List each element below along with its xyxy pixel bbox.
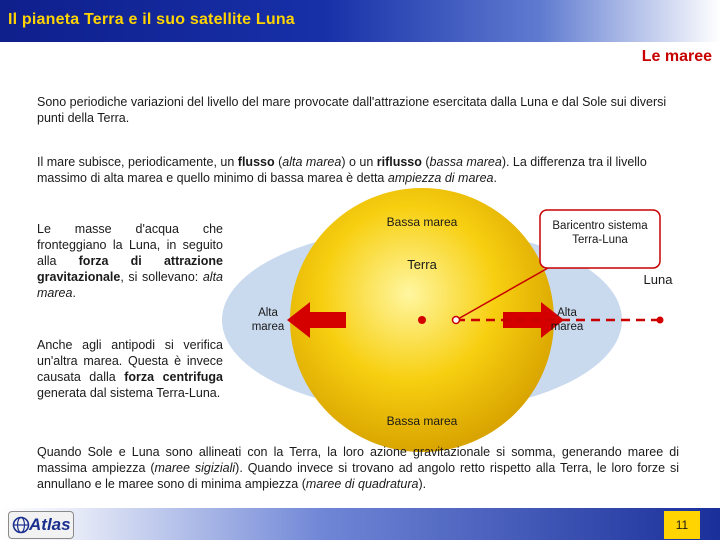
page-title: Il pianeta Terra e il suo satellite Luna xyxy=(8,11,295,28)
label-luna: Luna xyxy=(643,272,673,287)
label-baricentro-1: Baricentro sistema xyxy=(552,220,648,232)
label-alta-right-2: marea xyxy=(550,321,584,333)
intro-paragraph-1: Sono periodiche variazioni del livello del mare provocate dall'attrazione esercitata dalla Luna e dal Sole sui diversi punti della Terra. xyxy=(37,95,667,125)
explanation-centrifugal: Anche agli antipodi si verifica un'altra marea. Questa è invece causata dalla forza centrifuga generata dal sistema Terra-Luna. xyxy=(37,338,223,400)
term-ampiezza: ampiezza di marea xyxy=(387,171,494,185)
label-terra: Terra xyxy=(407,257,437,272)
label-alta-right-1: Alta xyxy=(557,307,577,319)
page-number: 11 xyxy=(664,511,700,539)
barycenter-dot xyxy=(453,317,460,324)
label-bassa-marea-bottom: Bassa marea xyxy=(386,414,458,428)
earth-center-dot xyxy=(418,316,426,324)
term-alta-marea: alta marea xyxy=(282,155,342,169)
term-bassa-marea: bassa marea xyxy=(429,155,502,169)
conclusion-paragraph: Quando Sole e Luna sono allineati con la Terra, la loro azione gravitazionale si somma, generando maree di massima ampiezza (maree sigiziali). Quando invece si trovano ad angolo retto rispetto alla Terra, le loro forze si annullano e le maree sono di minima ampiezza (maree di quadratura). xyxy=(37,445,679,491)
footer-bar xyxy=(0,508,720,540)
label-alta-left-2: marea xyxy=(251,321,285,333)
term-maree-sigiziali: maree sigiziali xyxy=(154,461,236,475)
section-title: Le maree xyxy=(641,48,712,65)
moon-dot xyxy=(657,317,664,324)
logo-text: Atlas xyxy=(29,515,71,534)
atlas-logo xyxy=(8,511,74,539)
label-bassa-marea-top: Bassa marea xyxy=(386,215,458,229)
explanation-attraction: Le masse d'acqua che fronteggiano la Luna, in seguito alla forza di attrazione gravitazionale, si sollevano: alta marea. xyxy=(37,222,223,300)
term-maree-quadratura: maree di quadratura xyxy=(305,477,419,491)
label-alta-left-1: Alta xyxy=(258,307,278,319)
term-flusso: flusso xyxy=(237,155,275,169)
globe-icon xyxy=(12,514,30,536)
term-riflusso: riflusso xyxy=(376,155,422,169)
intro-paragraph-2: Il mare subisce, periodicamente, un flusso (alta marea) o un riflusso (bassa marea). La differenza tra il livello massimo di alta marea e quello minimo di bassa marea è detta ampiezza di marea. xyxy=(37,155,647,185)
label-baricentro-2: Terra-Luna xyxy=(572,234,628,246)
